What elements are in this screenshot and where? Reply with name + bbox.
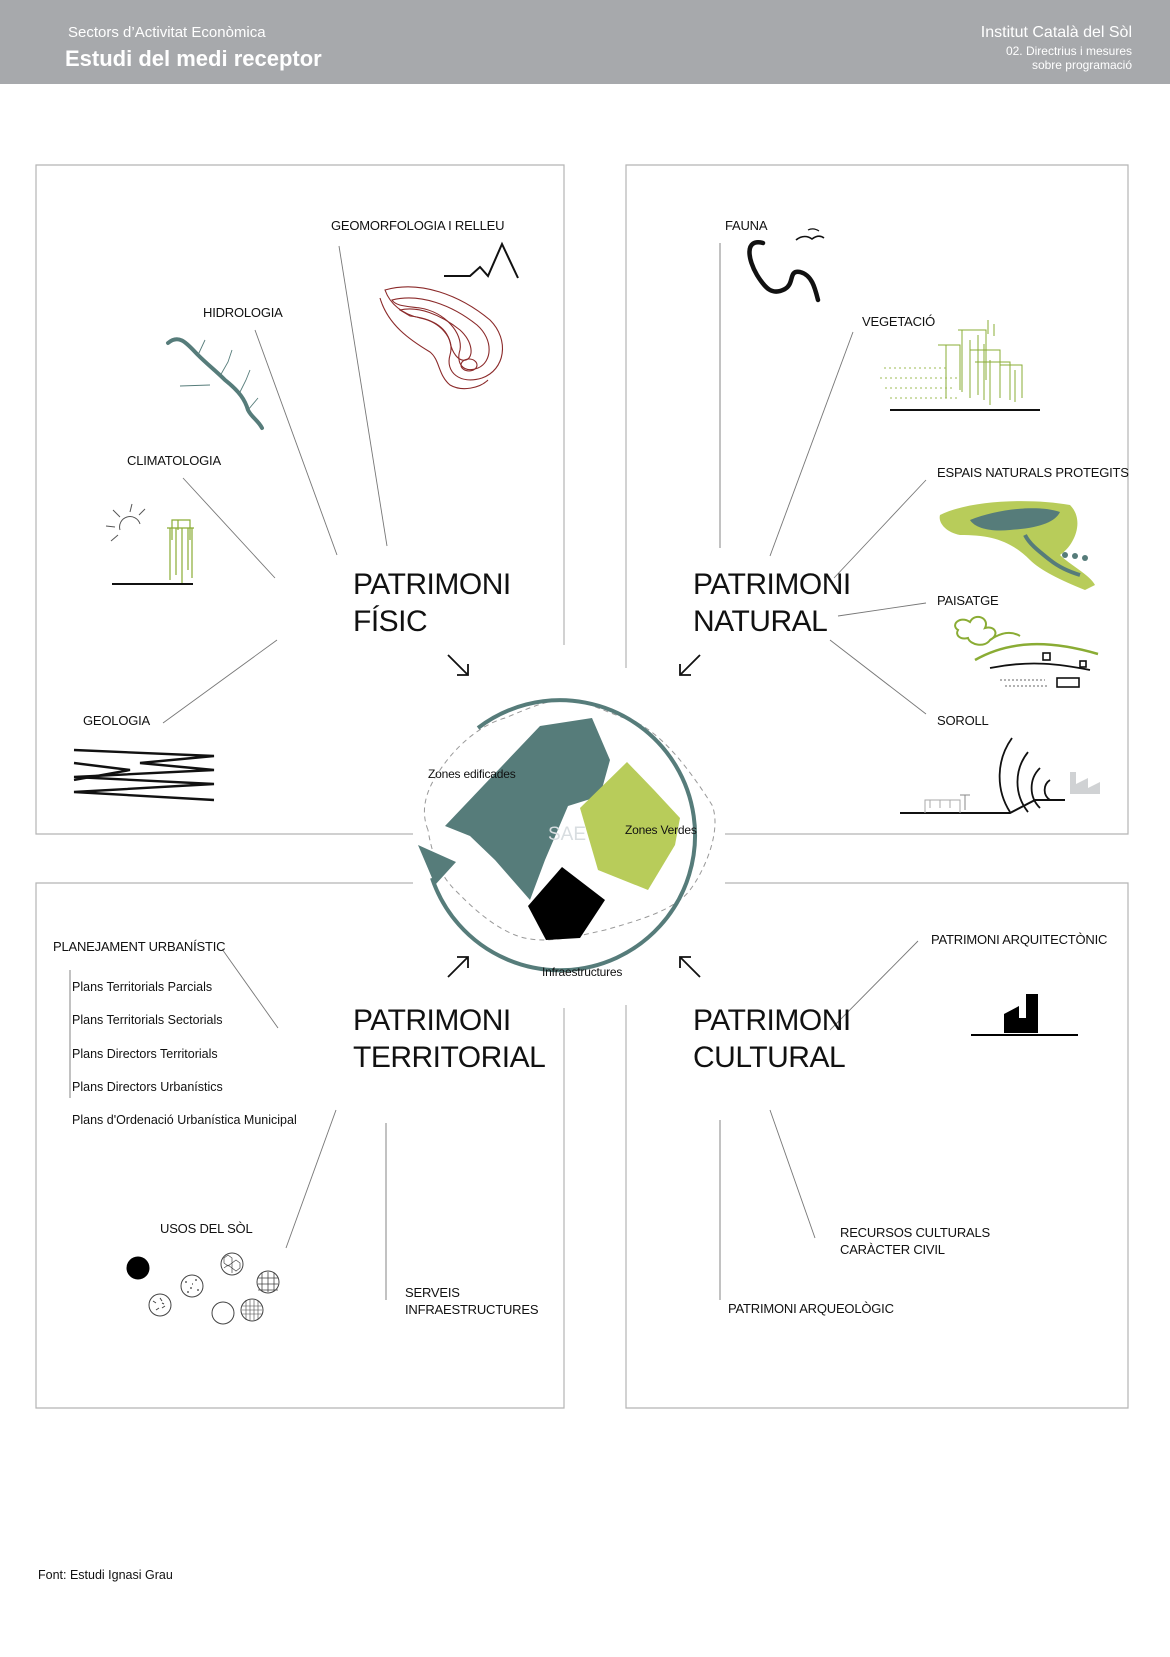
patrimoni-territorial-title-line2: TERRITORIAL	[353, 1041, 546, 1074]
patrimoni-territorial-title	[353, 1002, 545, 1076]
frame-territorial	[36, 883, 564, 1408]
label-serveis-line2: INFRAESTRUCTURES	[405, 1302, 539, 1317]
patrimoni-fisic-title	[353, 566, 511, 640]
cycle-arrowhead	[418, 845, 456, 885]
contour-lines-icon	[380, 287, 502, 389]
label-zones-edificades: Zones edificades	[428, 767, 516, 781]
architecture-icon	[971, 994, 1078, 1035]
relief-icon	[444, 244, 518, 278]
noise-icon	[900, 738, 1065, 813]
landscape-icon	[955, 617, 1098, 687]
header-org: Institut Català del Sòl	[980, 24, 1132, 41]
protected-area-icon	[940, 501, 1095, 590]
frame-fisic	[36, 165, 564, 834]
arrow-territorial	[448, 957, 468, 977]
label-paisatge: PAISATGE	[937, 593, 999, 608]
frame-natural	[626, 165, 1128, 834]
label-serveis	[405, 1284, 538, 1318]
label-usos-del-sol: USOS DEL SÒL	[160, 1221, 253, 1236]
plan-item: Plans Territorials Parcials	[72, 980, 213, 994]
strata-icon	[74, 750, 214, 800]
patrimoni-cultural-title-line2: CULTURAL	[693, 1041, 846, 1074]
patrimoni-natural-title	[693, 566, 851, 640]
label-patrimoni-arqueologic: PATRIMONI ARQUEOLÒGIC	[728, 1301, 894, 1316]
plan-item: Plans Territorials Sectorials	[72, 1013, 223, 1027]
header-subtitle: Sectors d’Activitat Econòmica	[68, 24, 266, 41]
label-planejament: PLANEJAMENT URBANÍSTIC	[53, 939, 226, 954]
patrimoni-natural-title-line2: NATURAL	[693, 605, 828, 638]
tree-icon	[167, 520, 194, 585]
sun-icon	[106, 504, 145, 541]
label-serveis-line1: SERVEIS	[405, 1285, 460, 1300]
factory-grey-icon	[1070, 772, 1100, 794]
label-vegetacio: VEGETACIÓ	[862, 314, 936, 329]
source-note: Font: Estudi Ignasi Grau	[38, 1568, 173, 1582]
plan-item: Plans Directors Urbanístics	[72, 1080, 223, 1094]
header-section-line1: 02. Directrius i mesures	[1005, 44, 1132, 58]
label-recursos-line2: CARÀCTER CIVIL	[840, 1242, 945, 1257]
fauna-icon	[749, 229, 824, 300]
arrow-fisic	[448, 655, 468, 675]
label-hidrologia: HIDROLOGIA	[203, 305, 283, 320]
patrimoni-cultural-title	[693, 1002, 851, 1076]
label-soroll: SOROLL	[937, 713, 989, 728]
label-geomorfologia: GEOMORFOLOGIA I RELLEU	[331, 218, 505, 233]
patrimoni-territorial-title-line1: PATRIMONI	[353, 1004, 511, 1037]
label-zones-verdes: Zones Verdes	[625, 823, 697, 837]
label-recursos-culturals	[840, 1224, 990, 1258]
label-climatologia: CLIMATOLOGIA	[127, 453, 221, 468]
label-patrimoni-arquitectonic: PATRIMONI ARQUITECTÒNIC	[931, 932, 1108, 947]
header-section-line2: sobre programació	[1031, 58, 1132, 72]
patrimoni-fisic-title-line1: PATRIMONI	[353, 568, 511, 601]
sae-label: SAE	[548, 824, 587, 845]
zone-infraestructures	[528, 867, 605, 940]
patrimoni-cultural-title-line1: PATRIMONI	[693, 1004, 851, 1037]
label-espais-naturals: ESPAIS NATURALS PROTEGITS	[937, 465, 1129, 480]
label-recursos-line1: RECURSOS CULTURALS	[840, 1225, 991, 1240]
plan-item: Plans d'Ordenació Urbanística Municipal	[72, 1113, 297, 1127]
arrow-natural	[680, 655, 700, 675]
label-fauna: FAUNA	[725, 218, 768, 233]
vegetation-icon	[880, 320, 1022, 405]
label-geologia: GEOLOGIA	[83, 713, 151, 728]
patrimoni-fisic-title-line2: FÍSIC	[353, 605, 428, 638]
river-icon	[168, 339, 262, 428]
land-use-icon	[127, 1253, 279, 1324]
label-infraestructures: Infraestructures	[542, 965, 623, 979]
frame-cultural	[626, 883, 1128, 1408]
header-title: Estudi del medi receptor	[65, 46, 322, 71]
patrimoni-natural-title-line1: PATRIMONI	[693, 568, 851, 601]
plan-item: Plans Directors Territorials	[72, 1047, 218, 1061]
arrow-cultural	[680, 957, 700, 977]
